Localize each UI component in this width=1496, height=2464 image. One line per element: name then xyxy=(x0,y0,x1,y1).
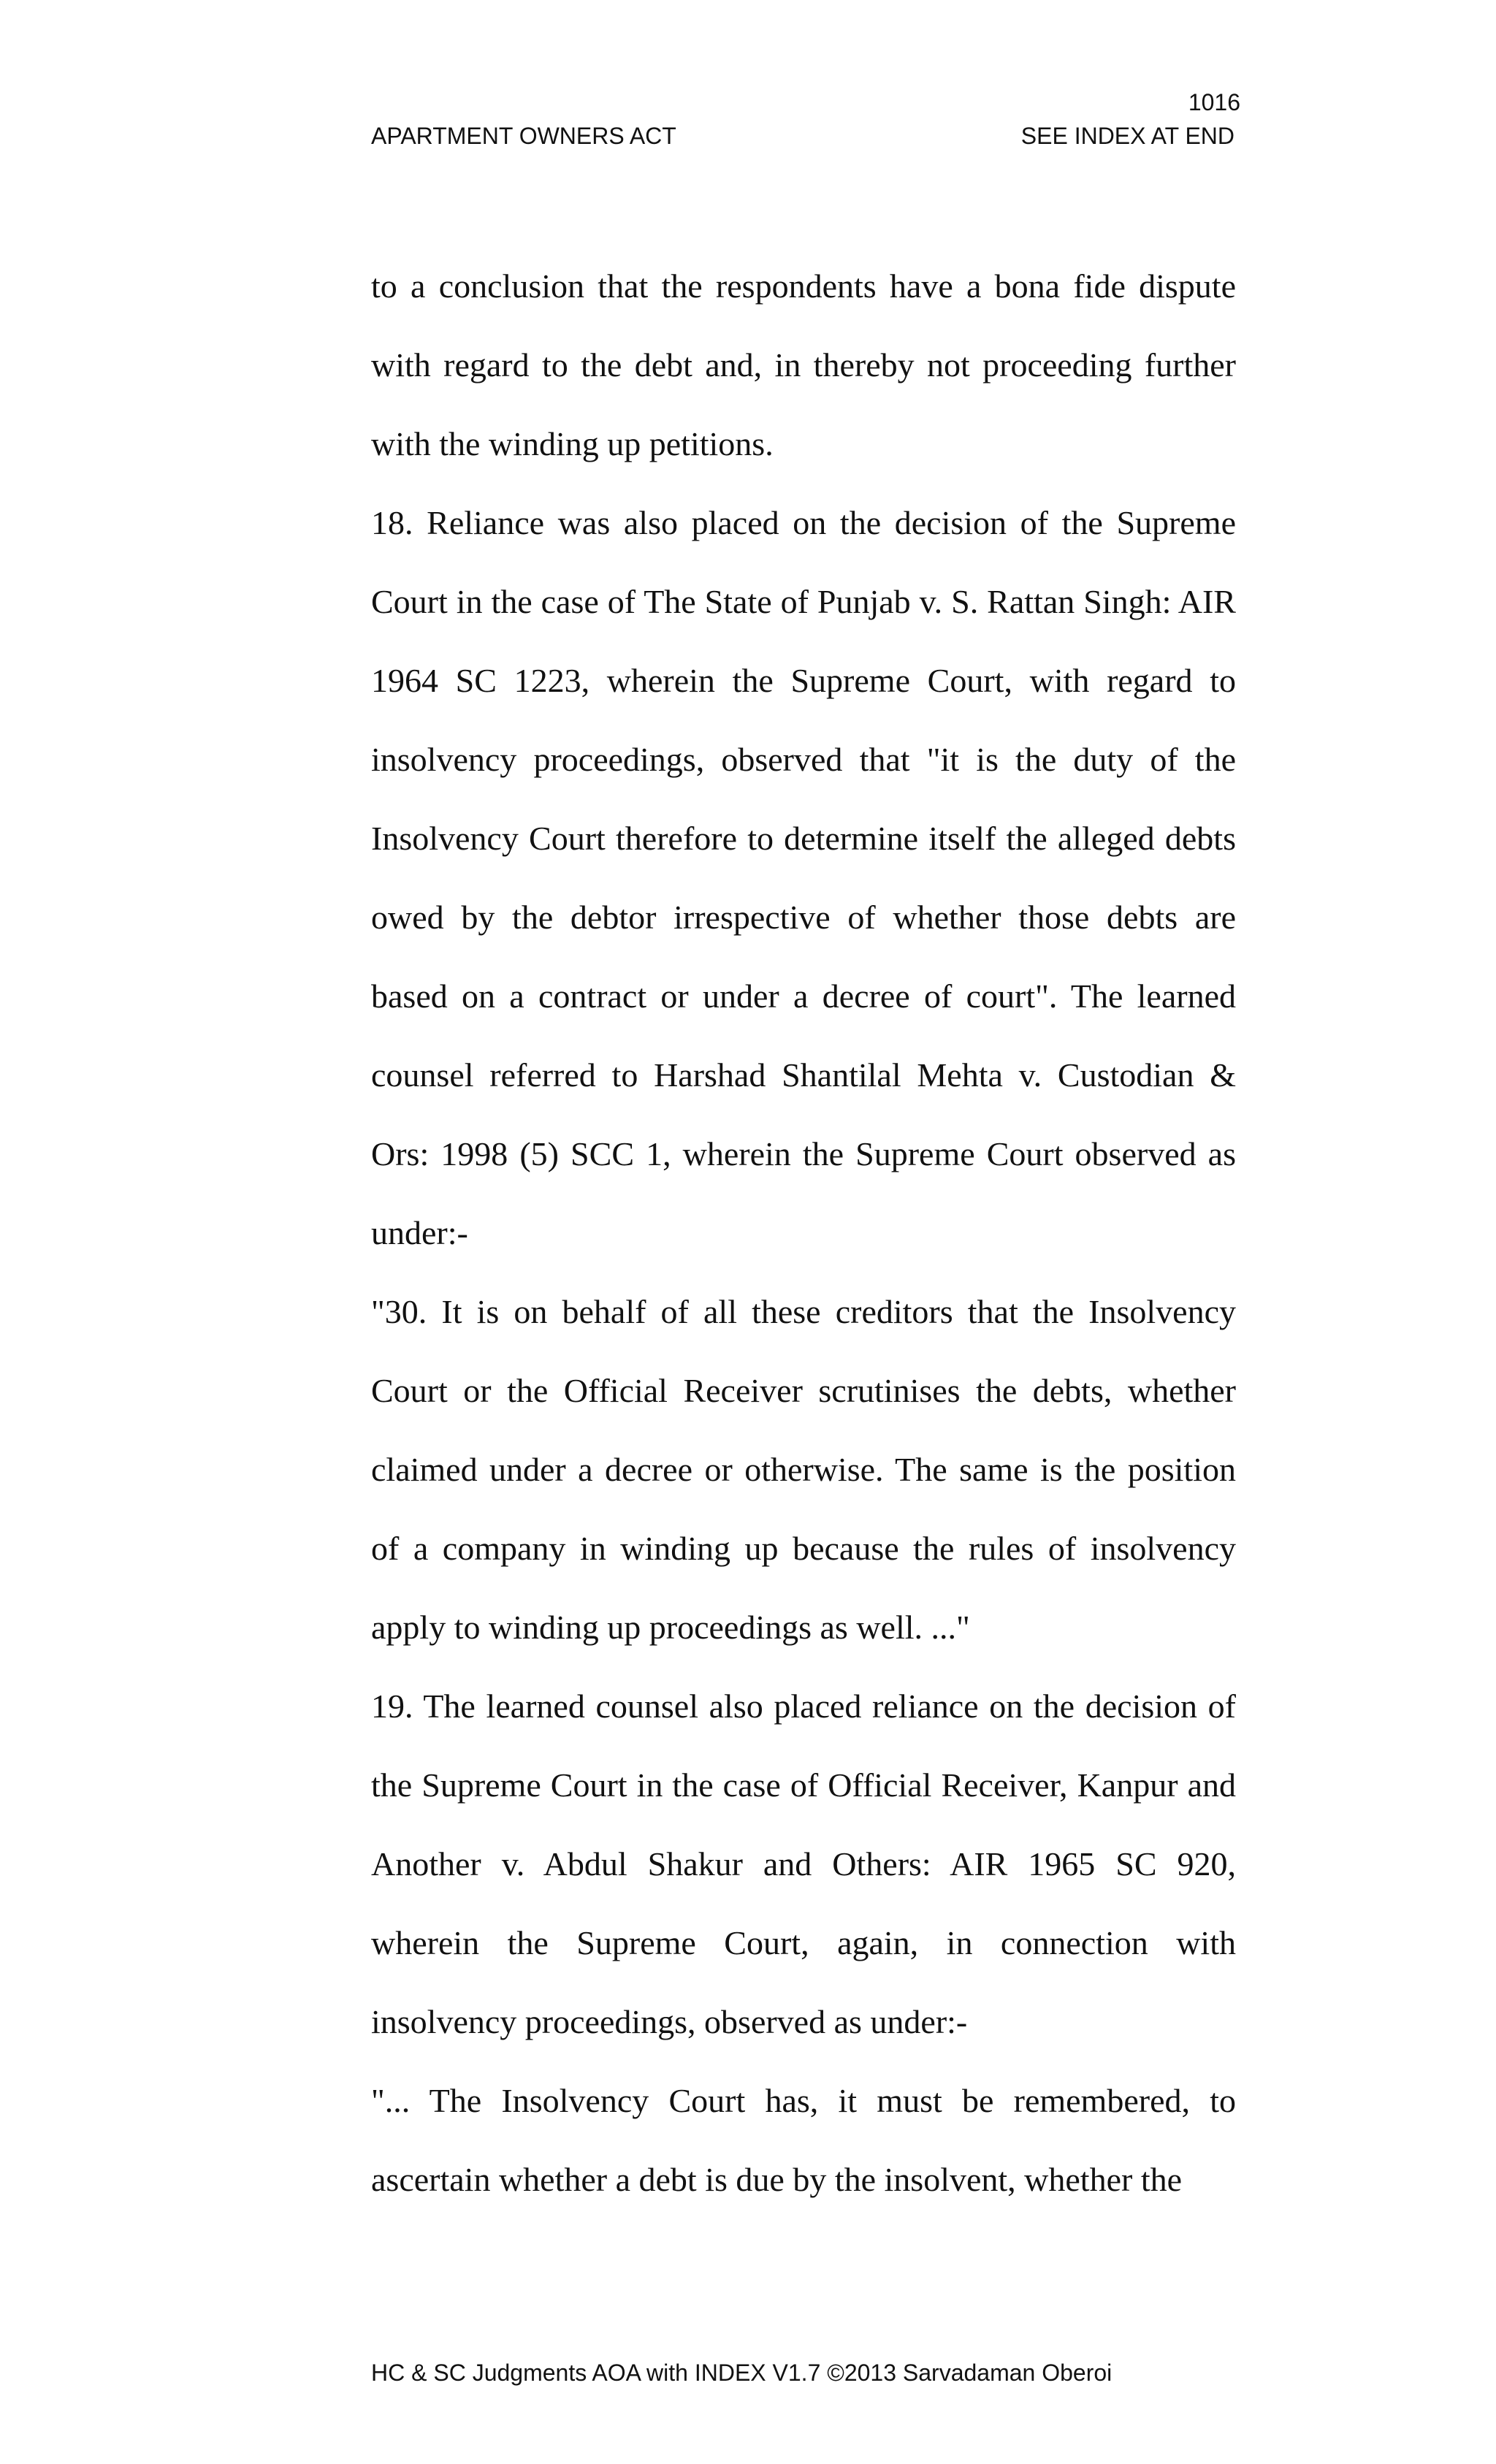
paragraph-continuation: to a conclusion that the respondents have a bona fide dispute with regard to the debt and, in thereby not proceeding further with the winding up petitions. xyxy=(371,267,1236,462)
paragraph-19: 19. The learned counsel also placed reliance on the decision of the Supreme Court in the case of Official Receiver, Kanpur and Another v. Abdul Shakur and Others: AIR 1965 SC 920, wherein the Supreme Court, again, in connection with insolvency proceedings, observed as under:- xyxy=(371,1687,1236,2040)
page-footer: HC & SC Judgments AOA with INDEX V1.7 ©2013 Sarvadaman Oberoi xyxy=(371,2360,1113,2386)
quotation-paragraph-30: "30. It is on behalf of all these creditors that the Insolvency Court or the Official Receiver scrutinises the debts, whether claimed under a decree or otherwise. The same is the position of a company in winding up because the rules of insolvency apply to winding up proceedings as well. ..." xyxy=(371,1293,1236,1646)
page-number: 1016 xyxy=(1188,89,1240,115)
running-header-title: APARTMENT OWNERS ACT xyxy=(371,123,676,149)
running-header-index-note: SEE INDEX AT END xyxy=(1020,123,1234,149)
paragraph-18: 18. Reliance was also placed on the decision of the Supreme Court in the case of The State of Punjab v. S. Rattan Singh: AIR 1964 SC 1223, wherein the Supreme Court, with regard to insolvency proceedings, observed that "it is the duty of the Insolvency Court therefore to determine itself the alleged debts owed by the debtor irrespective of whether those debts are based on a contract or under a decree of court". The learned counsel referred to Harshad Shantilal Mehta v. Custodian & Ors: 1998 (5) SCC 1, wherein the Supreme Court observed as under:- xyxy=(371,504,1236,1251)
judgment-body xyxy=(371,247,1236,2219)
quotation-insolvency-court: "... The Insolvency Court has, it must be remembered, to ascertain whether a debt is due by the insolvent, whether the xyxy=(371,2082,1236,2198)
